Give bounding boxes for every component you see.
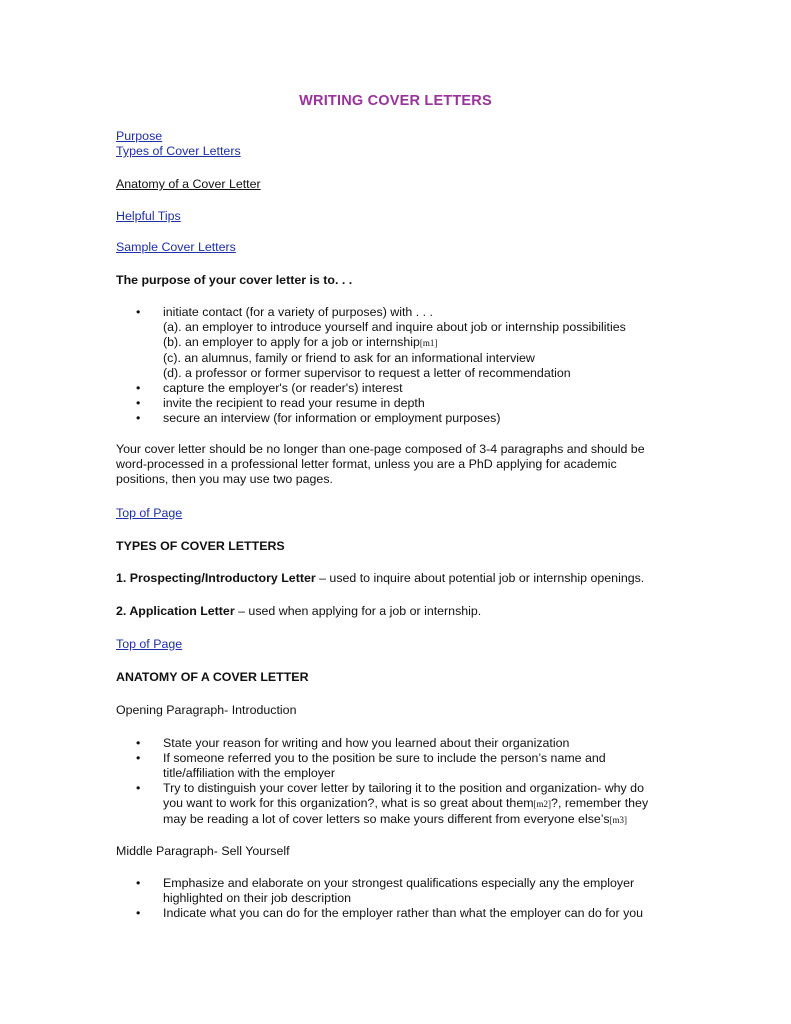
list-subitem: (c). an alumnus, family or friend to ask for an informational interview xyxy=(163,351,535,365)
bullet-icon: • xyxy=(136,751,141,765)
list-item: • Indicate what you can do for the employer rather than what the employer can do for you xyxy=(136,906,644,920)
list-item: • capture the employer's (or reader's) interest xyxy=(136,381,403,395)
anatomy-heading: ANATOMY OF A COVER LETTER xyxy=(116,670,309,684)
type-prospecting: 1. Prospecting/Introductory Letter – used to inquire about potential job or internship openings. xyxy=(116,571,645,585)
bullet-icon: • xyxy=(136,876,141,890)
list-subitem: (d). a professor or former supervisor to request a letter of recommendation xyxy=(163,366,571,380)
opening-list xyxy=(136,736,648,828)
list-item: • If someone referred you to the position be sure to include the person’s name and title/affiliation with the employer xyxy=(136,751,606,780)
list-item: • invite the recipient to read your resume in depth xyxy=(136,396,425,410)
toc-link-purpose[interactable]: Purpose xyxy=(116,129,163,143)
bullet-icon: • xyxy=(136,781,141,795)
middle-list xyxy=(136,876,643,921)
middle-paragraph-label: Middle Paragraph- Sell Yourself xyxy=(116,844,290,858)
length-paragraph: Your cover letter should be no longer than one-page composed of 3-4 paragraphs and should be word-processed in a professional letter format, unless you are a PhD applying for academic positions, then you may use two pages. xyxy=(116,442,645,486)
purpose-heading: The purpose of your cover letter is to. . . xyxy=(116,273,353,287)
bullet-icon: • xyxy=(136,396,141,410)
bullet-icon: • xyxy=(136,381,141,395)
list-subitem: (b). an employer to apply for a job or internship[m1] xyxy=(163,335,438,349)
toc-anatomy: Anatomy of a Cover Letter xyxy=(116,177,261,191)
toc-link-tips[interactable]: Helpful Tips xyxy=(116,209,181,223)
purpose-list xyxy=(136,305,626,426)
comment-marker[interactable]: [m1] xyxy=(419,338,438,348)
top-of-page-link[interactable]: Top of Page xyxy=(116,506,183,520)
list-item: • Try to distinguish your cover letter by tailoring it to the position and organization- why do you want to work for this organization?, what is so great about them[m2]?, remember they may be reading a lot of cover letters so make yours different from everyone else’s[m3] xyxy=(136,781,649,826)
toc-link-types[interactable]: Types of Cover Letters xyxy=(116,144,241,158)
type-application: 2. Application Letter – used when applying for a job or internship. xyxy=(116,604,482,618)
table-of-contents xyxy=(116,129,241,159)
top-of-page-link[interactable]: Top of Page xyxy=(116,637,183,651)
list-item: • secure an interview (for information or employment purposes) xyxy=(136,411,501,425)
document-title: WRITING COVER LETTERS xyxy=(299,93,492,109)
bullet-icon: • xyxy=(136,411,141,425)
list-item: • State your reason for writing and how you learned about their organization xyxy=(136,736,570,750)
bullet-icon: • xyxy=(136,736,141,750)
list-subitem: (a). an employer to introduce yourself and inquire about job or internship possibilities xyxy=(163,320,626,334)
comment-marker[interactable]: [m2] xyxy=(533,799,552,809)
comment-marker[interactable]: [m3] xyxy=(609,815,628,825)
bullet-icon: • xyxy=(136,906,141,920)
list-item: • initiate contact (for a variety of purposes) with . . . xyxy=(136,305,433,319)
toc-link-samples[interactable]: Sample Cover Letters xyxy=(116,240,236,254)
list-item: • Emphasize and elaborate on your strongest qualifications especially any the employer highlighted on their job description xyxy=(136,876,635,905)
opening-paragraph-label: Opening Paragraph- Introduction xyxy=(116,703,297,717)
types-heading: TYPES OF COVER LETTERS xyxy=(116,539,285,553)
bullet-icon: • xyxy=(136,305,141,319)
